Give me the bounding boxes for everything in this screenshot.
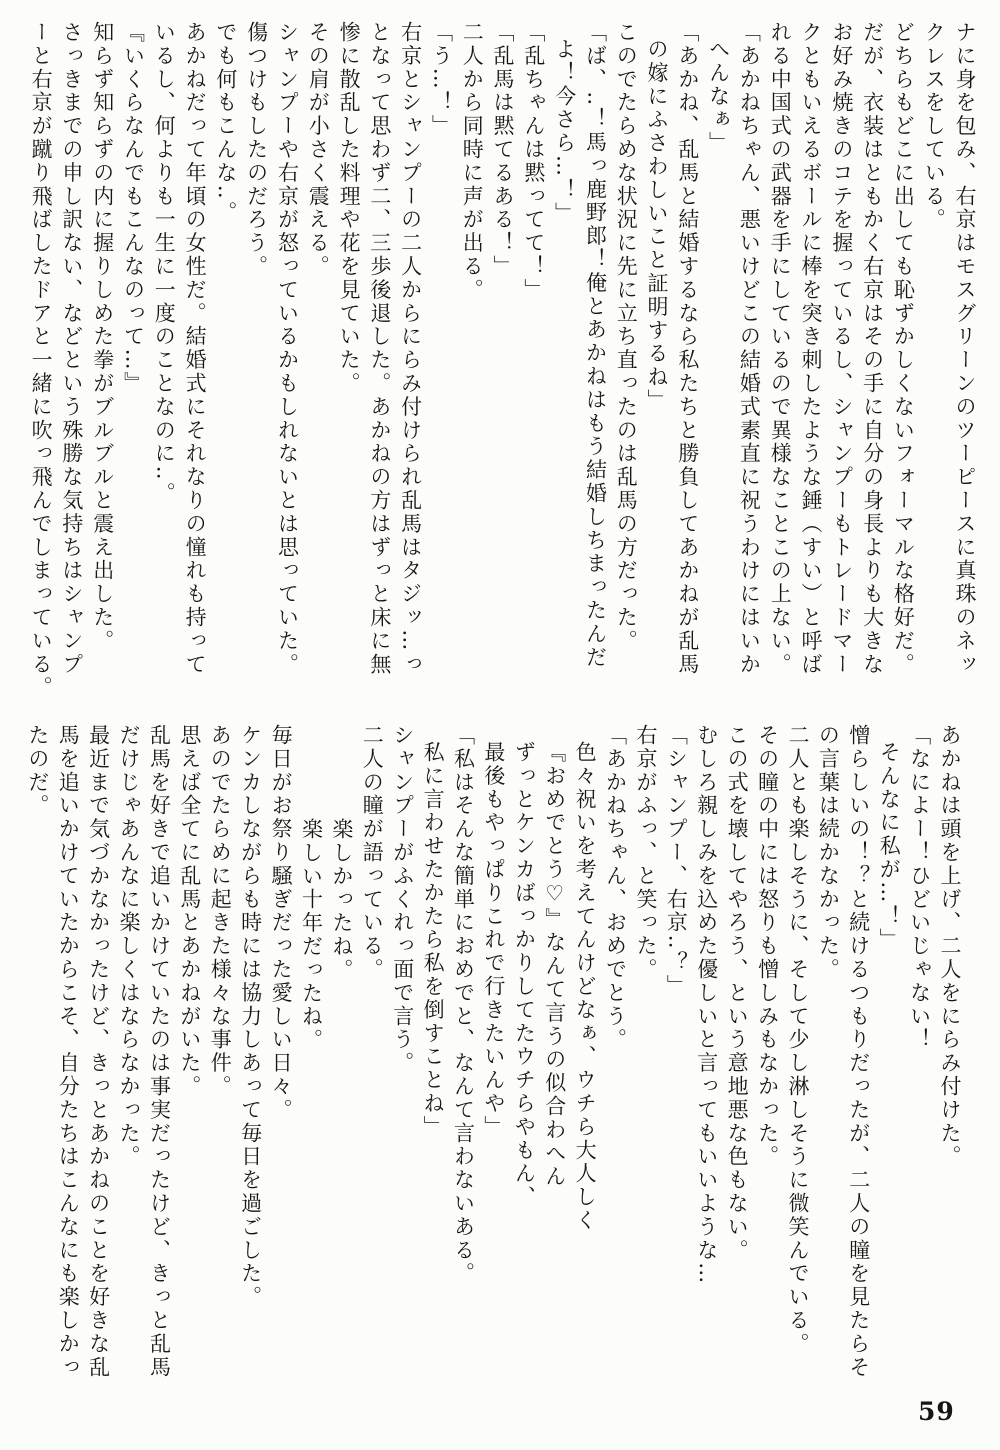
text-line: 右京とシャンプーの二人からにらみ付けられ乱馬はタジッ…っ — [398, 21, 423, 677]
text-line: 毎日がお祭り騒ぎだった愛しい日々。 — [269, 724, 294, 1122]
text-line: 「あかね、乱馬と結婚するなら私たちと勝負してあかねが乱馬 — [675, 21, 700, 677]
text-line: 右京がふっ、と笑った。 — [633, 724, 658, 982]
text-line: あかねだって年頃の女性だ。結婚式にそれなりの憧れも持って — [183, 21, 208, 677]
text-line: さっきまでの申し訳ない、などという殊勝な気持ちはシャンプ — [59, 21, 84, 677]
text-line: むしろ親しみを込めた優しいと言ってもいいような… — [694, 724, 719, 1286]
text-line: へんなぁ」 — [706, 38, 731, 155]
text-line: 私に言わせたかたら私を倒すことね」 — [421, 741, 446, 1139]
text-line: どちらもどこに出しても恥ずかしくないフォーマルな格好だ。 — [891, 21, 916, 677]
text-line: の嫁にふさわしいこと証明するね」 — [645, 38, 670, 413]
text-line: 乱馬を好きで追いかけていたのは事実だったけど、きっと乱馬 — [147, 724, 172, 1380]
text-line: よ！今さら…！」 — [552, 38, 577, 226]
text-line: 「乱ちゃんは黙ってて！」 — [521, 21, 546, 302]
text-line: の言葉は続かなかった。 — [816, 724, 841, 982]
text-line: となって思わず二、三歩後退した。あかねの方はずっと床に無 — [367, 21, 392, 677]
text-line: 思えば全てに乱馬とあかねがいた。 — [177, 724, 202, 1099]
text-line: 傷つけもしたのだろう。 — [244, 21, 269, 279]
text-block-bottom — [17, 724, 965, 1436]
text-line: クレスをしている。 — [922, 21, 947, 232]
text-block-top — [18, 21, 980, 727]
text-line: 色々祝いを考えてんけどなぁ、ウチら大人しく — [573, 741, 598, 1233]
text-line: 「シャンプー、右京‥？」 — [664, 724, 689, 998]
text-line: あのでたらめに起きた様々な事件。 — [208, 724, 233, 1099]
text-line: ーと右京が蹴り飛ばしたドアと一緒に吹っ飛んでしまっている。 — [29, 21, 54, 700]
text-line: 『いくらなんでもこんなのって…』 — [121, 21, 146, 396]
text-line: 二人の瞳が語っている。 — [360, 724, 385, 982]
text-line: でも何もこんな‥。 — [213, 21, 238, 225]
text-line: 「あかねちゃん、悪いけどこの結婚式素直に祝うわけにはいか — [737, 21, 762, 677]
text-line: シャンプーや右京が怒っているかもしれないとは思っていた。 — [275, 21, 300, 677]
text-line: ナに身を包み、右京はモスグリーンのツーピースに真珠のネッ — [953, 21, 977, 677]
text-line: 楽しかったね。 — [329, 818, 354, 982]
text-line: ずっとケンカばっかりしてたウチらやもん、 — [512, 741, 537, 1209]
text-line: 「あかねちゃん、おめでとう。 — [603, 724, 628, 1052]
text-line: 『おめでとう♡』なんて言うの似合わへん — [542, 741, 567, 1189]
text-line: だが、衣装はともかく右京はその手に自分の身長よりも大きな — [860, 21, 885, 677]
text-line: いるし、何よりも一生に一度のことなのに‥。 — [152, 21, 177, 506]
text-line: たのだ。 — [25, 724, 50, 818]
text-line: 二人から同時に声が出る。 — [460, 21, 485, 302]
text-line: お好み焼きのコテを握っているし、シャンプーもトレードマー — [829, 21, 854, 677]
text-line: 「乱馬は黙てるある！」 — [491, 21, 516, 279]
text-line: その肩が小さく震える。 — [306, 21, 331, 279]
text-line: この式を壊してやろう、という意地悪な色もない。 — [725, 724, 750, 1263]
text-line: 知らず知らずの内に握りしめた拳がブルブルと震え出した。 — [90, 21, 115, 653]
text-line: 憎らしいの！？と続けるつもりだったが、二人の瞳を見たらそ — [846, 724, 871, 1380]
text-line: シャンプーがふくれっ面で言う。 — [390, 724, 415, 1075]
text-line: 最近まで気づかなかったけど、きっとあかねのことを好きな乱 — [86, 724, 111, 1380]
text-line: 二人とも楽しそうに、そして少し淋しそうに微笑んでいる。 — [785, 724, 810, 1356]
text-line: 馬を追いかけていたからこそ、自分たちはこんなにも楽しかっ — [56, 724, 81, 1380]
text-line: 最後もやっぱりこれで行きたいんや」 — [481, 741, 506, 1139]
text-line: 楽しい十年だったね。 — [299, 818, 324, 1052]
text-line: ケンカしながらも時には協力しあって毎日を過ごした。 — [238, 724, 263, 1309]
text-line: そんなに私が…！」 — [877, 741, 902, 952]
text-line: 「私はそんな簡単におめでと、なんて言わないある。 — [451, 724, 476, 1286]
text-line: 「う…！」 — [429, 21, 454, 138]
text-line: あかねは頭を上げ、二人をにらみ付けた。 — [938, 724, 962, 1169]
text-line: クともいえるボールに棒を突き刺したような錘（すい）と呼ば — [799, 21, 824, 677]
text-line: れる中国式の武器を手にしているので異様なことこの上ない。 — [768, 21, 793, 677]
text-line: その瞳の中には怒りも憎しみもなかった。 — [755, 724, 780, 1169]
page-number: 59 — [918, 1397, 955, 1426]
text-line: このでたらめな状況に先に立ち直ったのは乱馬の方だった。 — [614, 21, 639, 653]
text-line: 惨に散乱した料理や花を見ていた。 — [337, 21, 362, 396]
text-line: だけじゃあんなに楽しくはならなかった。 — [117, 724, 142, 1169]
text-line: 「ば、‥！馬っ鹿野郎！俺とあかねはもう結婚しちまったんだ — [583, 21, 608, 670]
text-line: 「なによー！ひどいじゃない！ — [907, 724, 932, 1052]
